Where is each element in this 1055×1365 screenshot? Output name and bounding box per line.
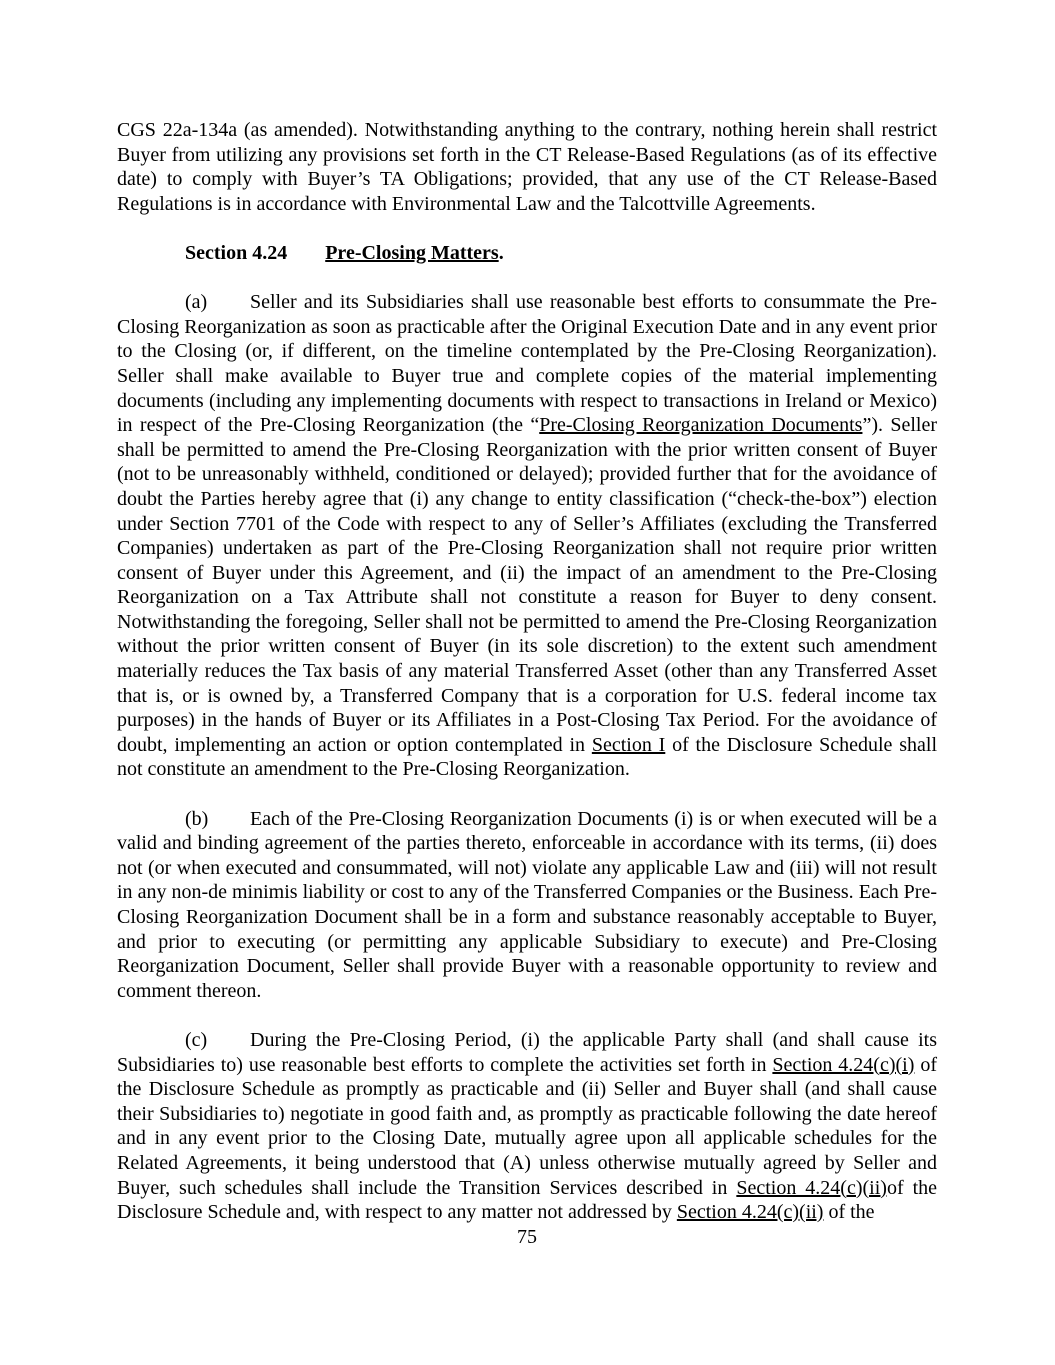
document-body — [117, 118, 937, 1249]
text-run: During the Pre-Closing Period, (i) the applicable Party shall (and shall cause its Subsidiaries to) use reasonable best efforts to complete the activities set forth in — [117, 1028, 937, 1076]
text-run: Section I — [591, 733, 666, 756]
paragraph-continuation — [117, 118, 937, 216]
text-run: of the Disclosure Schedule and, with respect to any matter not addressed by — [117, 1176, 937, 1224]
paragraph-a — [117, 290, 937, 782]
text-run: Pre-Closing Matters — [325, 241, 499, 264]
text-run: of the Disclosure Schedule as promptly as practicable and (ii) Seller and Buyer shall (and shall cause their Subsidiaries to) negotiate in good faith and, as promptly as practicable following the date hereof and in any event prior to the Closing Date, mutually agree upon all applicable schedules for the Related Agreements, it being understood that (A) unless otherwise mutually agreed by Seller and Buyer, such schedules shall include the Transition Services described in — [117, 1053, 937, 1199]
text-run: ”). Seller shall be permitted to amend the Pre-Closing Reorganization with the prior written consent of Buyer (not to be unreasonably withheld, conditioned or delayed); provided further that for the avoidance of doubt the Parties hereby agree that (i) any change to entity classification (“check-the-box”) election under Section 7701 of the Code with respect to any of Seller’s Affiliates (excluding the Transferred Companies) undertaken as part of the Pre-Closing Reorganization shall not require prior written consent of Buyer under this Agreement, and (ii) the impact of an amendment to the Pre-Closing Reorganization on a Tax Attribute shall not constitute a reason for Buyer to deny consent. Notwithstanding the foregoing, Seller shall not be permitted to amend the Pre-Closing Reorganization without the prior written consent of Buyer (in its sole discretion) to the extent such amendment materially reduces the Tax basis of any material Transferred Asset (other than any Transferred Asset that is, or is owned by, a Transferred Company that is a corporation for U.S. federal income tax purposes) in the hands of Buyer or its Affiliates in a Post-Closing Tax Period. For the avoidance of doubt, implementing an action or option contemplated in — [117, 414, 938, 756]
page-number: 75 — [517, 1225, 537, 1248]
paragraph-b — [117, 807, 937, 1004]
text-run: Section 4.24 — [185, 241, 288, 264]
text-run: of the Disclosure Schedule shall not constitute an amendment to the Pre-Closing Reorganization. — [117, 733, 937, 781]
text-run: Section 4.24(c)(ii) — [676, 1201, 824, 1224]
text-run: . — [498, 241, 504, 264]
section-heading — [117, 241, 937, 266]
text-run: of the — [823, 1201, 875, 1224]
text-run: Seller and its Subsidiaries shall use reasonable best efforts to consummate the Pre-Closing Reorganization as soon as practicable after the Original Execution Date and in any event prior to the Closing (or, if different, on the timeline contemplated by the Pre-Closing Reorganization). Seller shall make available to Buyer true and complete copies of the material implementing documents (including any implementing documents with respect to transactions in Ireland or Mexico) in respect of the Pre-Closing Reorganization (the “ — [117, 291, 937, 437]
text-run: Pre-Closing Reorganization Documents — [539, 414, 863, 437]
paragraph-c — [117, 1028, 937, 1225]
text-run: Section 4.24(c)(i) — [772, 1053, 915, 1076]
text-run: CGS 22a-134a (as amended). Notwithstanding anything to the contrary, nothing herein shall restrict Buyer from utilizing any provisions set forth in the CT Release-Based Regulations (as of its effective date) to comply with Buyer’s TA Obligations; provided, that any use of the CT Release-Based Regulations is in accordance with Environmental Law and the Talcottville Agreements. — [117, 119, 937, 215]
paragraph-label: (b) — [185, 807, 209, 830]
paragraph-label: (c) — [185, 1028, 208, 1051]
text-run: Section 4.24(c)(ii) — [736, 1176, 887, 1199]
text-run: Each of the Pre-Closing Reorganization Documents (i) is or when executed will be a valid and binding agreement of the parties thereto, enforceable in accordance with its terms, (ii) does not (or when executed and consummated, will not) violate any applicable Law and (iii) will not result in any non-de minimis liability or cost to any of the Transferred Companies or the Business. Each Pre-Closing Reorganization Document shall be in a form and substance reasonably acceptable to Buyer, and prior to executing (or permitting any applicable Subsidiary to execute) and Pre-Closing Reorganization Document, Seller shall provide Buyer with a reasonable opportunity to review and comment thereon. — [117, 807, 937, 1002]
paragraph-label: (a) — [185, 291, 208, 314]
